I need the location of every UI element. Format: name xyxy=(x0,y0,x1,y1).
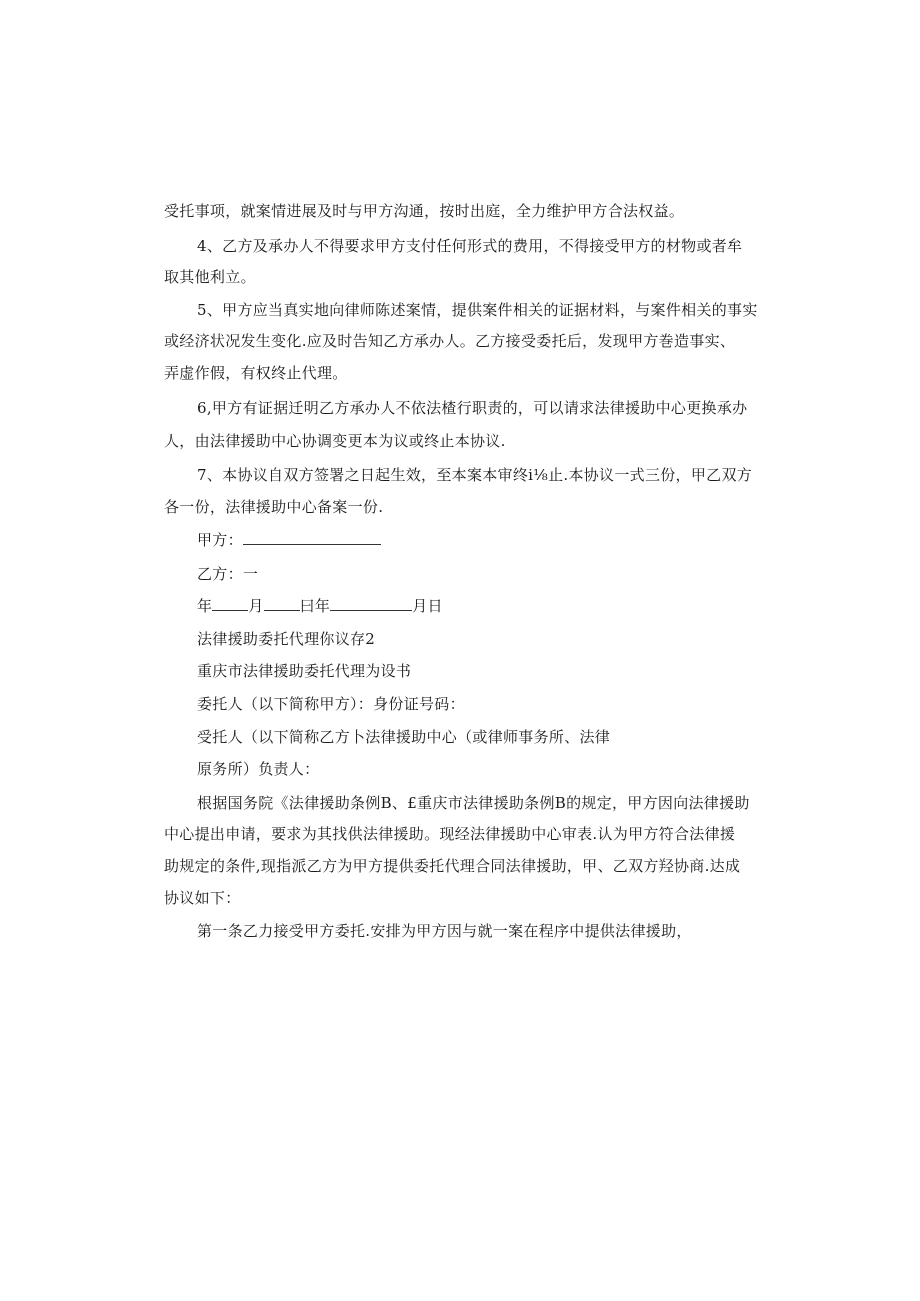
paragraph-line: 中心提出申请，要求为其找供法律援助。现经法律援助中心审表.认为甲方符合法律援 xyxy=(164,825,736,843)
paragraph-line: 或经济状况发生变化.应及时告知乙方承办人。乙方接受委托后，发现甲方巻造事实、 xyxy=(164,332,736,350)
paragraph-line: 7、本协议自双方签署之日起生效，至本案本审终i⅛止.本协议一式三份，甲乙双方 xyxy=(197,466,753,484)
client-line: 委托人（以下简称甲方）：身份证号码： xyxy=(197,695,465,713)
document-title: 重庆市法律援助委托代理为设书 xyxy=(197,662,412,680)
party-a-signature-blank xyxy=(243,530,381,545)
date-month-day-label: 月日 xyxy=(412,597,443,615)
paragraph-line: 助规定的条件,现指派乙方为甲方提供委托代理合同法律援助，甲、乙双方羟协商.达成 xyxy=(164,857,741,875)
paragraph-line: 受托事项，就案情进展及时与甲方沟通，按时出庭，全力维护甲方合法权益。 xyxy=(164,202,685,220)
paragraph-line: 协议如下： xyxy=(164,889,241,907)
party-a-signature-line xyxy=(197,529,764,551)
date-month-label: 月 xyxy=(248,597,264,615)
article-one-line: 第一条乙力接受甲方委托.安排为甲方因与就一案在程序中提供法律援助， xyxy=(197,922,692,940)
trustee-line: 受托人（以下简称乙方卜法律援助中心（或律师事务所、法律 xyxy=(197,728,611,746)
date-day-blank xyxy=(264,596,300,611)
paragraph-line: 人，由法律援助中心协调变更本为议或终止本协议. xyxy=(164,432,506,450)
paragraph-line: 弄虚作假，有权终止代理。 xyxy=(164,364,348,382)
party-a-label: 甲方： xyxy=(197,531,243,549)
paragraph-line: 4、乙方及承办人不得要求甲方支付任何形式的费用，不得接受甲方的材物或者牟 xyxy=(197,237,743,255)
date-month-blank xyxy=(212,596,248,611)
paragraph-line: 取其他利立。 xyxy=(164,268,256,286)
trustee-line-cont: 原务所）负责人： xyxy=(197,760,320,778)
party-b-label: 乙方：一 xyxy=(197,565,259,583)
paragraph-line: 6,甲方有证据迁明乙方承办人不依法楂行职责的，可以请求法律援助中心更换承办 xyxy=(197,399,748,417)
date-day-year-label: 曰年 xyxy=(299,597,331,615)
paragraph-line: 5、甲方应当真实地向律师陈述案情，提供案件相关的证据材料，与案件相关的事实 xyxy=(197,301,758,319)
paragraph-line: 根据国务院《法律援助条例B、£重庆市法律援助条例B的规定，甲方因向法律援助 xyxy=(197,794,750,812)
date-year-label: 年 xyxy=(197,597,213,615)
date-line xyxy=(197,595,764,617)
date-second-year-blank xyxy=(330,596,412,611)
section-title: 法律援助委托代理你议存2 xyxy=(197,630,376,648)
paragraph-line: 各一份，法律援助中心备案一份. xyxy=(164,498,384,516)
